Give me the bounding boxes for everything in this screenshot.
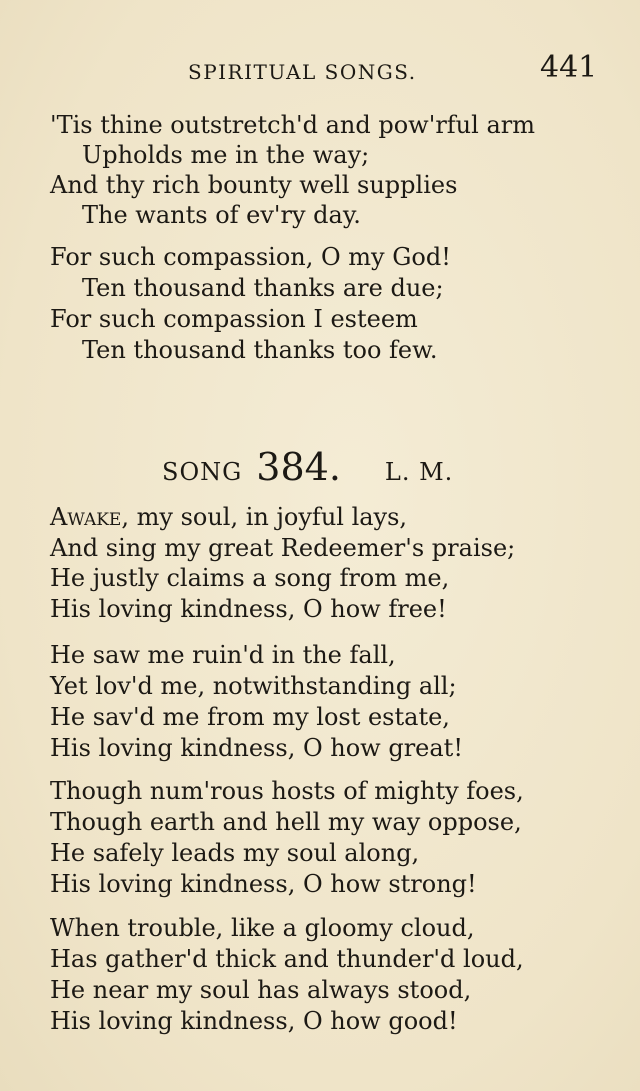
verse-line: When trouble, like a gloomy cloud, — [50, 914, 475, 942]
verse-line: He safely leads my soul along, — [50, 839, 420, 867]
running-header: SPIRITUAL SONGS. — [188, 60, 417, 84]
verse-line: The wants of ev'ry day. — [82, 201, 361, 229]
verse-line: Upholds me in the way; — [82, 141, 370, 169]
song-label: SONG — [162, 458, 243, 486]
verse-line: He near my soul has always stood, — [50, 976, 472, 1004]
verse-line: His loving kindness, O how free! — [50, 595, 447, 623]
song-number: 384. — [256, 445, 341, 489]
drop-word: Awake — [50, 503, 122, 531]
verse-line: Has gather'd thick and thunder'd loud, — [50, 945, 524, 973]
verse-line: And thy rich bounty well supplies — [50, 171, 458, 199]
verse-line: For such compassion, O my God! — [50, 243, 451, 271]
song-heading — [162, 445, 453, 489]
verse-line: For such compassion I esteem — [50, 305, 418, 333]
verse-line: He sav'd me from my lost estate, — [50, 703, 450, 731]
verse-line: Though num'rous hosts of mighty foes, — [50, 777, 524, 805]
verse-line-rest: , my soul, in joyful lays, — [121, 503, 408, 531]
verse-line: 'Tis thine outstretch'd and pow'rful arm — [50, 111, 535, 139]
page-number: 441 — [540, 50, 598, 85]
verse-line: And sing my great Redeemer's praise; — [50, 534, 516, 562]
verse-line: Ten thousand thanks are due; — [82, 274, 444, 302]
verse-line: Though earth and hell my way oppose, — [50, 808, 522, 836]
verse-line: Ten thousand thanks too few. — [82, 336, 438, 364]
verse-line: He justly claims a song from me, — [50, 564, 450, 592]
verse-line — [50, 502, 407, 532]
verse-line: His loving kindness, O how great! — [50, 734, 463, 762]
verse-line: He saw me ruin'd in the fall, — [50, 641, 396, 669]
verse-line: His loving kindness, O how good! — [50, 1007, 458, 1035]
song-meter: L. M. — [384, 458, 454, 486]
verse-line: Yet lov'd me, notwithstanding all; — [50, 672, 457, 700]
verse-line: His loving kindness, O how strong! — [50, 870, 477, 898]
